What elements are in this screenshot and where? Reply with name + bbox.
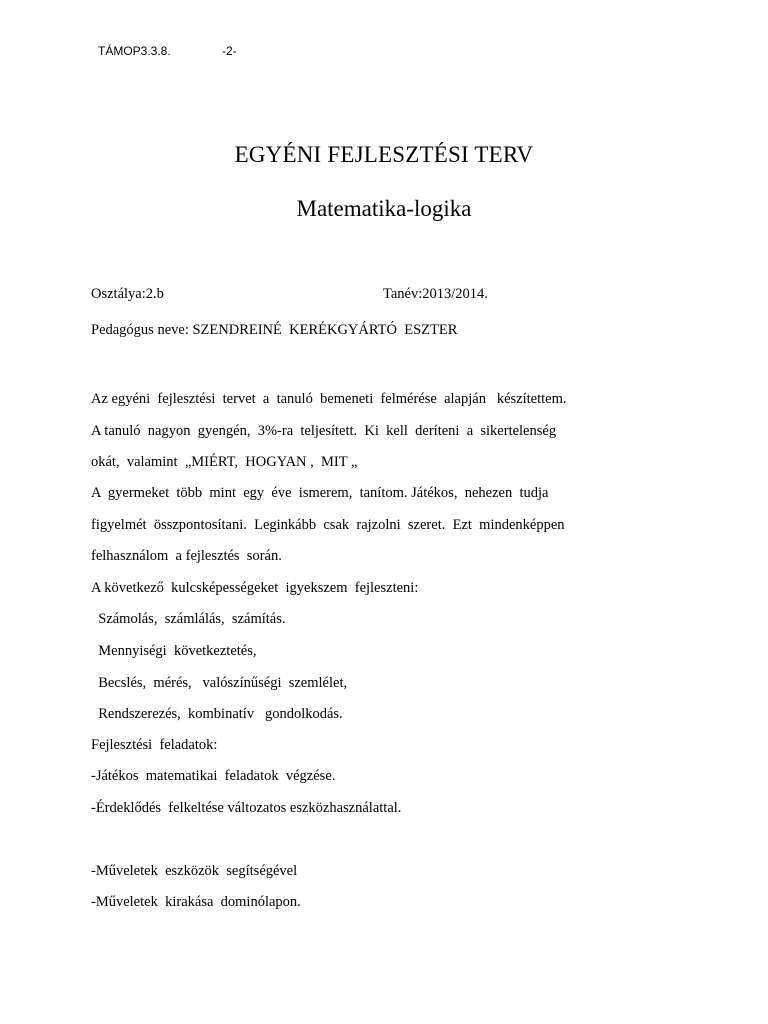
skill-item: Mennyiségi következtetés, xyxy=(91,643,257,659)
task-item: -Játékos matematikai feladatok végzése. xyxy=(91,768,336,784)
paragraph-line: Az egyéni fejlesztési tervet a tanuló bemeneti felmérése alapján készítettem. xyxy=(91,391,567,407)
paragraph-line: A tanuló nagyon gyengén, 3%-ra teljesített. Ki kell deríteni a sikertelenség xyxy=(91,423,557,439)
paragraph-line: A gyermeket több mint egy éve ismerem, tanítom. Játékos, nehezen tudja xyxy=(91,485,549,501)
document-subtitle: Matematika-logika xyxy=(296,196,472,221)
skills-intro: A következő kulcsképességeket igyekszem fejleszteni: xyxy=(91,580,419,596)
school-year-field: Tanév:2013/2014. xyxy=(383,286,488,302)
project-code: TÁMOP3.3.8. xyxy=(98,44,171,58)
paragraph-line: felhasználom a fejlesztés során. xyxy=(91,548,282,564)
task-item: -Érdeklődés felkeltése változatos eszközhasználattal. xyxy=(91,800,402,816)
task-item: -Műveletek kirakása dominólapon. xyxy=(91,894,301,910)
paragraph-line: figyelmét összpontosítani. Leginkább csak rajzolni szeret. Ezt mindenképpen xyxy=(91,517,565,533)
document-title: EGYÉNI FEJLESZTÉSI TERV xyxy=(234,142,534,167)
task-item: -Műveletek eszközök segítségével xyxy=(91,863,298,879)
skill-item: Rendszerezés, kombinatív gondolkodás. xyxy=(91,706,343,722)
skill-item: Számolás, számlálás, számítás. xyxy=(91,611,286,627)
tasks-heading: Fejlesztési feladatok: xyxy=(91,737,218,753)
page-number: -2- xyxy=(222,44,237,58)
class-field: Osztálya:2.b xyxy=(91,286,164,302)
paragraph-line: okát, valamint „MIÉRT, HOGYAN , MIT „ xyxy=(91,454,358,470)
teacher-name-field: Pedagógus neve: SZENDREINÉ KERÉKGYÁRTÓ ESZTER xyxy=(91,322,458,338)
skill-item: Becslés, mérés, valószínűségi szemlélet, xyxy=(91,675,348,691)
